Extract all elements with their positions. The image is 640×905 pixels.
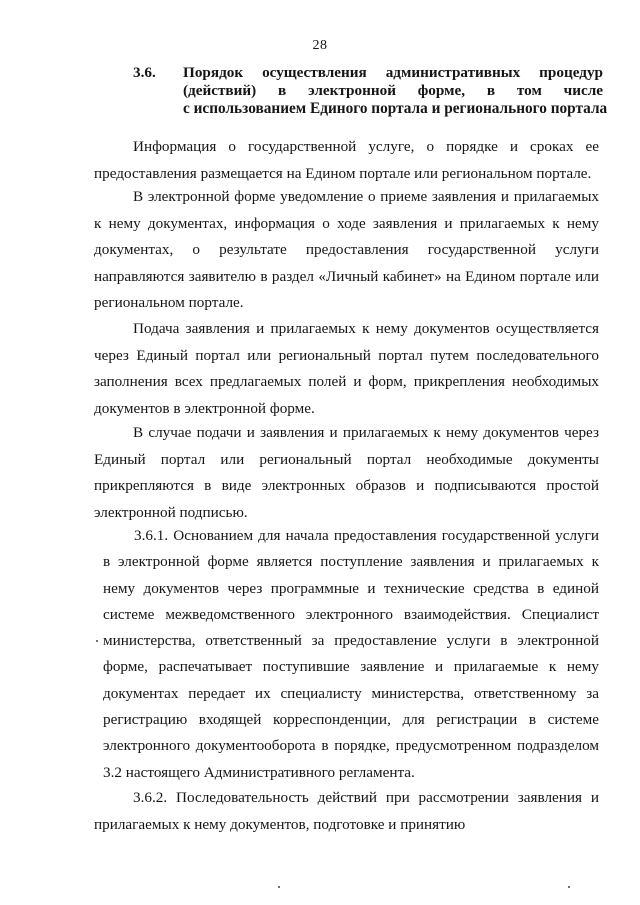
section-title-line-1: Порядок осуществления административных процедур (183, 64, 603, 81)
paragraph-submission: Подача заявления и прилагаемых к нему документов осуществляется через Единый портал или региональный портал путем последовательного заполнения всех предлагаемых полей и форм, прикрепления необходимых документов в электронной форме. (94, 320, 599, 417)
section-title-line-3: с использованием Единого портала и регионального портала (183, 100, 608, 117)
section-title-line-2: (действий) в электронной форме, в том числе (183, 82, 603, 99)
paragraph-3-6-1: 3.6.1. Основанием для начала предоставления государственной услуги в электронной форме является поступление заявления и прилагаемых к нему документов через программные и технические средства в единой системе межведомственного электронного взаимодействия. Специалист министерства, ответственный за предоставление услуги в электронной форме, распечатывает поступившие заявление и прилагаемые к нему документах передает их специалисту министерства, ответственному за регистрацию входящей корреспонденции, для регистрации в системе электронного документооборота в порядке, предусмотренном подразделом 3.2 настоящего Административного регламента. (103, 527, 599, 781)
page-number: 28 (312, 38, 328, 53)
paragraph-attachments: В случае подачи и заявления и прилагаемых к нему документов через Единый портал или региональный портал необходимые документы прикрепляются в виде электронных образов и подписываются простой электронной подписью. (94, 424, 599, 521)
paragraph-info: Информация о государственной услуге, о порядке и сроках ее предоставления размещается на Едином портале или региональном портале. (94, 138, 599, 182)
scan-speck (96, 640, 98, 642)
paragraph-notification: В электронной форме уведомление о приеме заявления и прилагаемых к нему документах, информация о ходе заявления и прилагаемых к нему документах, о результате предоставления государственной услуги направляются заявителю в раздел «Личный кабинет» на Едином портале или региональном портале. (94, 188, 599, 311)
section-number: 3.6. (133, 64, 156, 81)
section-heading (133, 64, 608, 118)
scan-speck (278, 886, 280, 888)
scan-speck (568, 886, 570, 888)
paragraph-3-6-2: 3.6.2. Последовательность действий при рассмотрении заявления и прилагаемых к нему документов, подготовке и принятию (94, 789, 599, 833)
